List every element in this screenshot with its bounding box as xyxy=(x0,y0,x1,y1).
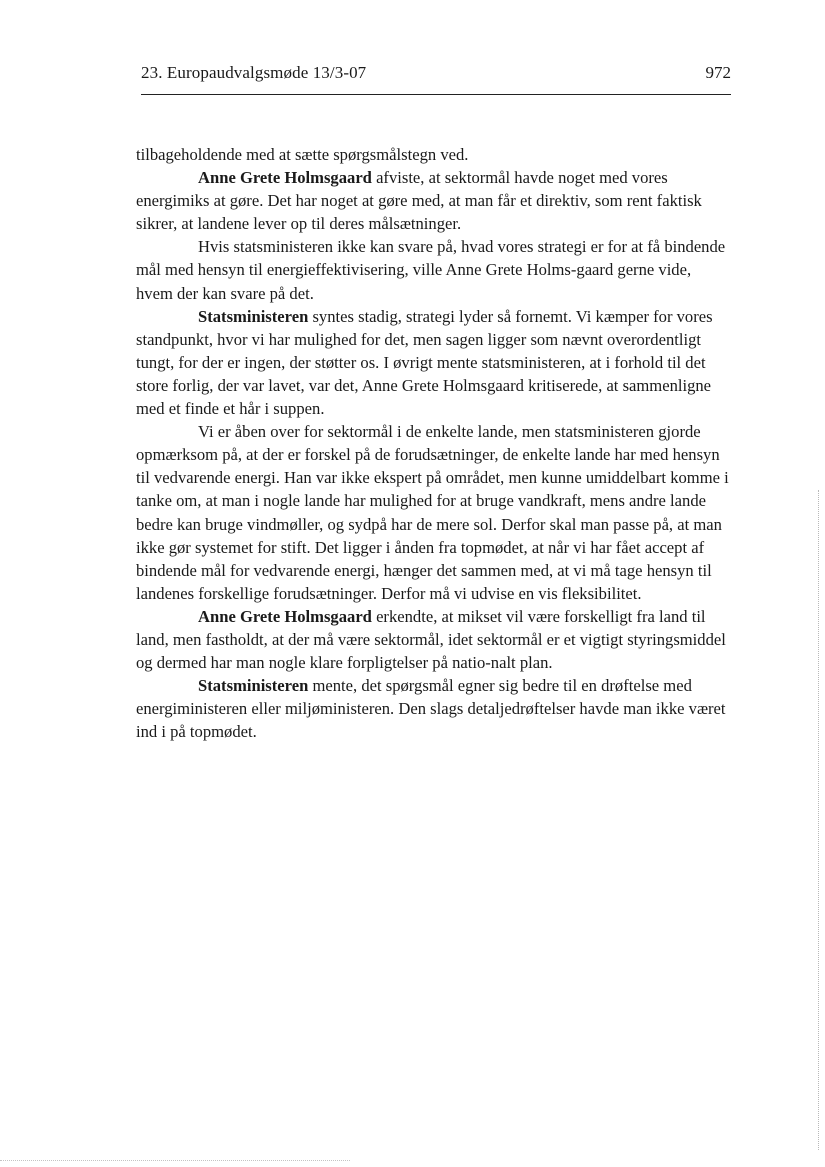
paragraph xyxy=(136,420,730,605)
paragraph xyxy=(136,605,730,674)
paragraph xyxy=(136,305,730,420)
paragraph-text: afviste, at sektormål havde noget med vores energimiks at gøre. Det har noget at gøre med, at man får et direktiv, som rent faktisk sikrer, at landene lever op til deres målsætninger. xyxy=(136,168,702,234)
speaker-name: Anne Grete Holmsgaard xyxy=(198,606,372,626)
scan-bottom-mark xyxy=(0,1160,350,1161)
speaker-name: Anne Grete Holmsgaard xyxy=(198,168,372,188)
header-title: 23. Europaudvalgsmøde 13/3-07 xyxy=(141,63,367,82)
paragraph-text: mente, det spørgsmål egner sig bedre til en drøftelse med energiministeren eller miljøministeren. Den slags detaljedrøftelser havde man ikke været ind i på topmødet. xyxy=(136,676,726,742)
speaker-name: Statsministeren xyxy=(198,676,309,696)
paragraph-text: Hvis statsministeren ikke kan svare på, hvad vores strategi er for at få bindende mål med hensyn til energieffektivisering, ville Anne Grete Holms-gaard gerne vide, hvem der kan svare på det. xyxy=(136,237,726,303)
paragraph-text: Vi er åben over for sektormål i de enkelte lande, men statsministeren gjorde opmærksom på, at der er forskel på de forudsætninger, de enkelte lande har med hensyn til vedvarende energi. Han var ikke ekspert på området, men kunne umiddelbart komme i tanke om, at man i nogle lande har mulighed for at bruge vandkraft, mens andre lande bedre kan bruge vindmøller, og sydpå har de mere sol. Derfor skal man passe på, at man ikke gør systemet for stift. Det ligger i ånden fra topmødet, at når vi har fået accept af bindende mål for vedvarende energi, hænger det sammen med, at vi må tage hensyn til landenes forskellige forudsætninger. Derfor må vi udvise en vis fleksibilitet. xyxy=(136,422,729,603)
page-header xyxy=(141,60,731,95)
paragraph-text: tilbageholdende med at sætte spørgsmålstegn ved. xyxy=(136,145,469,164)
paragraph xyxy=(136,674,730,743)
body-text xyxy=(136,143,730,743)
paragraph xyxy=(136,166,730,235)
paragraph-text: syntes stadig, strategi lyder så fornemt. Vi kæmper for vores standpunkt, hvor vi har mulighed for det, men sagen ligger som nævnt overordentligt tungt, for der er ingen, der støtter os. I øvrigt mente statsministeren, at i forhold til det store forlig, der var lavet, var det, Anne Grete Holmsgaard kritiserede, at sammenligne med et finde et hår i suppen. xyxy=(136,306,713,419)
scan-edge-mark xyxy=(818,490,819,1150)
paragraph-text: erkendte, at mikset vil være forskelligt fra land til land, men fastholdt, at der må være sektormål, idet sektormål er et vigtigt styringsmiddel og dermed har man nogle klare forpligtelser på natio-nalt plan. xyxy=(136,606,726,673)
paragraph xyxy=(136,235,730,304)
page-number: 972 xyxy=(705,63,731,82)
paragraph xyxy=(136,143,730,166)
speaker-name: Statsministeren xyxy=(198,306,309,326)
